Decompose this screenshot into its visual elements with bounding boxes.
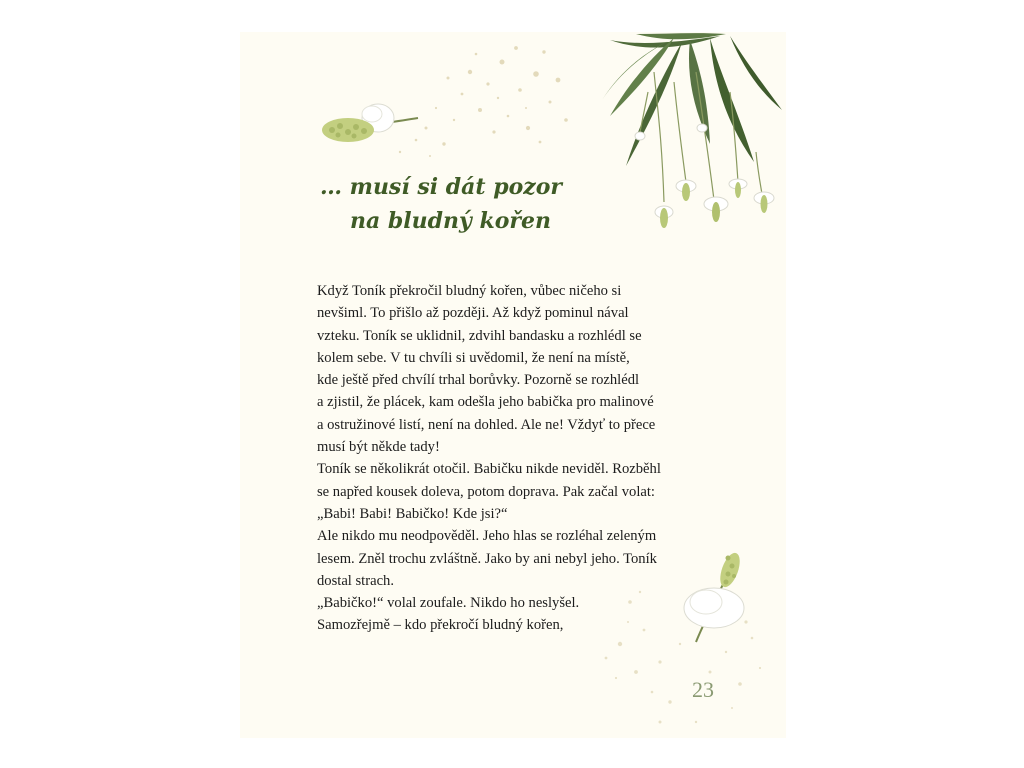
text-line: kde ještě před chvílí trhal borůvky. Pozorně se rozhlédl (317, 372, 640, 389)
chapter-title (320, 170, 620, 238)
text-line: nevšiml. To přišlo až později. Až když pominul nával (317, 305, 629, 322)
text-line: kolem sebe. V tu chvíli si uvědomil, že není na místě, (317, 349, 630, 366)
text-line: Toník se několikrát otočil. Babičku nikde neviděl. Rozběhl (317, 461, 661, 478)
text-line: se napřed kousek doleva, potom doprava. Pak začal volat: (317, 483, 655, 500)
text-line: a ostružinové listí, není na dohled. Ale ne! Vždyť to přece (317, 416, 656, 433)
text-line: Samozřejmě – kdo překročí bludný kořen, (317, 617, 564, 634)
text-line: dostal strach. (317, 572, 395, 589)
text-line: Ale nikdo mu neodpověděl. Jeho hlas se rozléhal zeleným (317, 528, 657, 545)
story-text (317, 280, 717, 637)
text-line: vzteku. Toník se uklidnil, zdvihl bandasku a rozhlédl se (317, 327, 642, 344)
page-number: 23 (692, 677, 714, 702)
chapter-title-line-2: na bludný kořen (350, 208, 551, 234)
text-line: lesem. Zněl trochu zvláštně. Jako by ani nebyl jeho. Toník (317, 550, 657, 567)
text-line: Když Toník překročil bludný kořen, vůbec ničeho si (317, 283, 622, 299)
chapter-title-line-1: … musí si dát pozor (320, 174, 563, 200)
text-line: „Babičko!“ volal zoufale. Nikdo ho neslyšel. (317, 595, 580, 612)
text-line: „Babi! Babi! Babičko! Kde jsi?“ (317, 505, 508, 522)
text-line: a zjistil, že plácek, kam odešla jeho babička pro malinové (317, 394, 654, 411)
plantain-flower-spike-illustration (318, 90, 422, 160)
book-page (240, 32, 786, 738)
text-line: musí být někde tady! (317, 439, 440, 456)
